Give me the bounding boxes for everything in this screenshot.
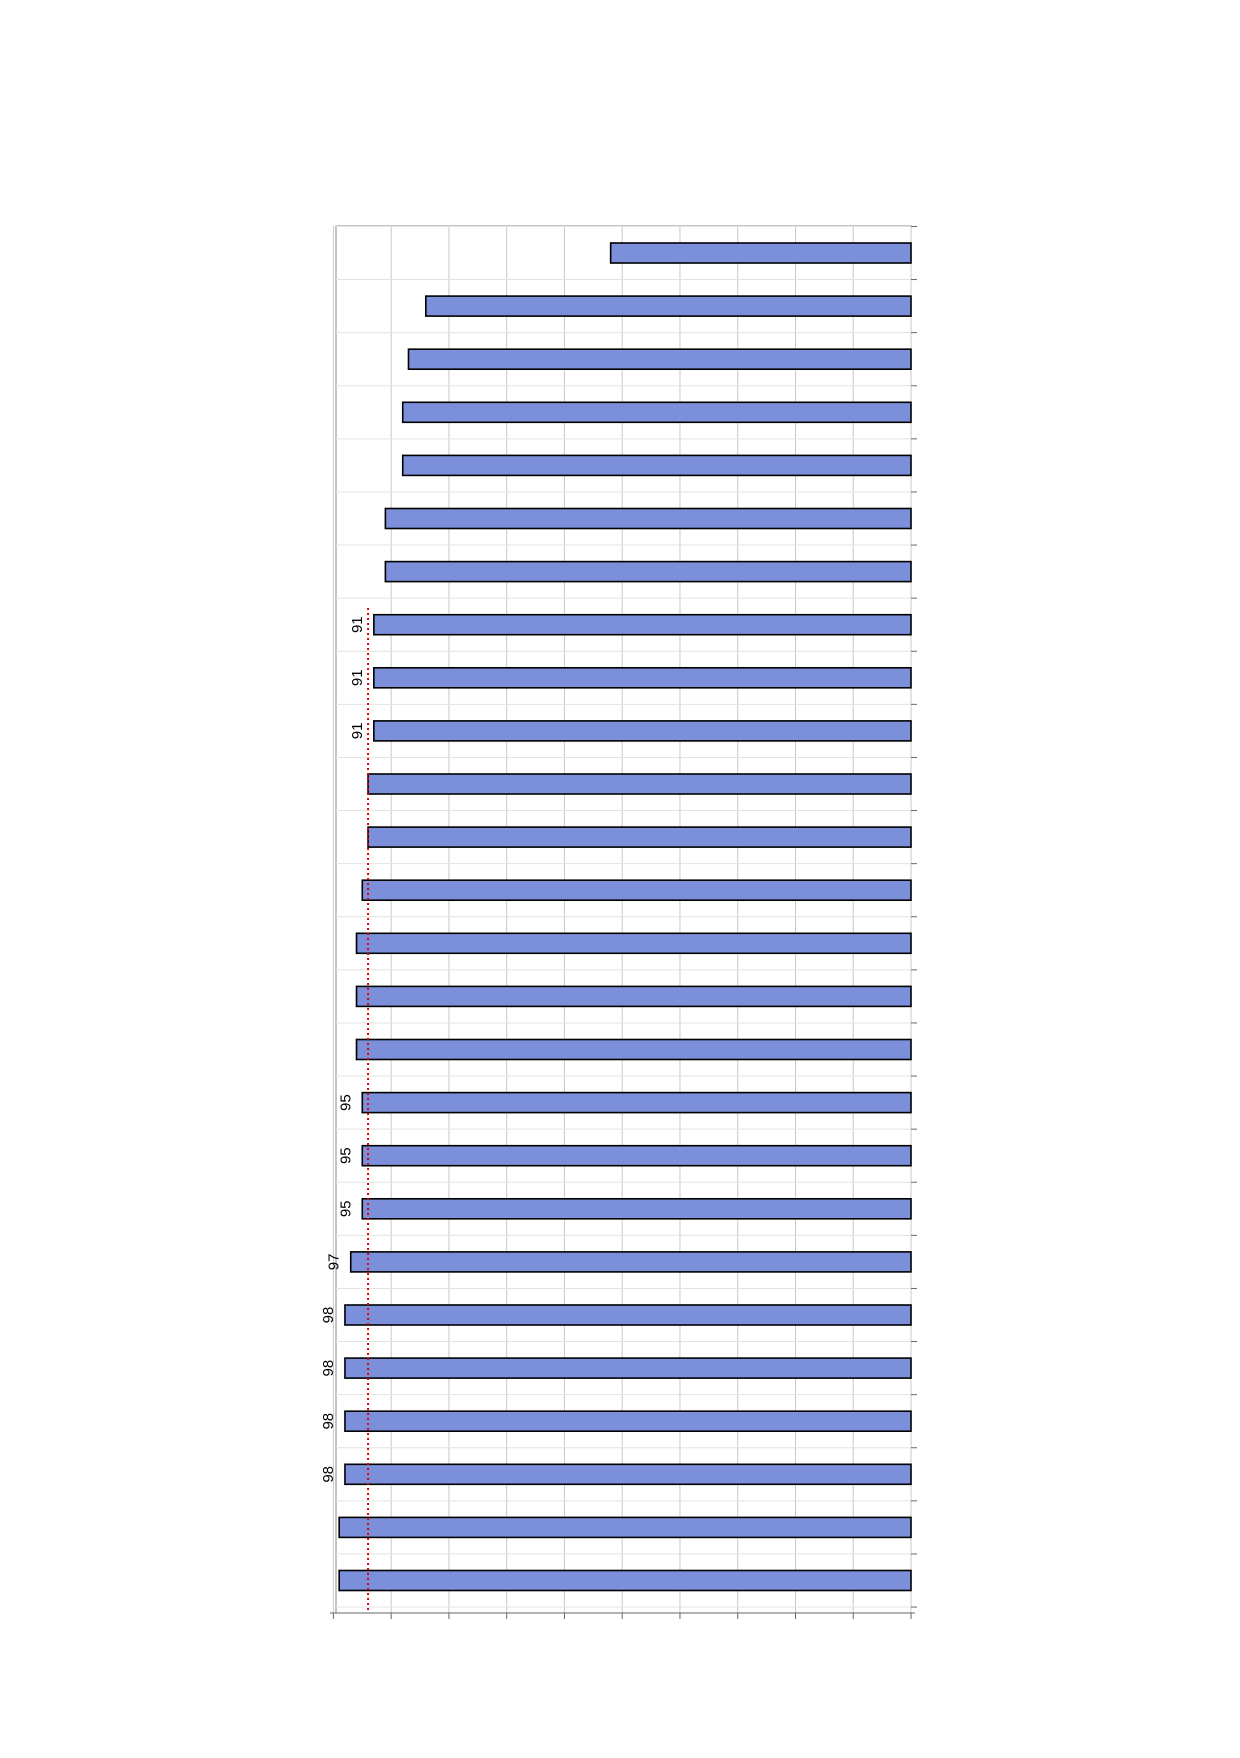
bar xyxy=(357,1040,911,1060)
bar xyxy=(351,1252,911,1272)
bar xyxy=(611,243,911,263)
bar xyxy=(362,1199,911,1219)
bar xyxy=(357,933,911,953)
data-label: 98 xyxy=(319,1412,337,1430)
bar xyxy=(368,774,911,794)
data-label: 98 xyxy=(319,1306,337,1324)
bar xyxy=(426,296,911,316)
bar xyxy=(362,1093,911,1113)
bar xyxy=(403,455,911,475)
bar xyxy=(362,880,911,900)
bar xyxy=(357,986,911,1006)
data-label: 91 xyxy=(348,616,366,634)
data-label: 91 xyxy=(348,669,366,687)
bar xyxy=(345,1358,911,1378)
bar xyxy=(374,721,911,741)
bar xyxy=(374,668,911,688)
bar xyxy=(362,1146,911,1166)
bar xyxy=(368,827,911,847)
bar xyxy=(403,402,911,422)
data-label: 95 xyxy=(337,1094,355,1111)
data-label: 91 xyxy=(348,722,366,740)
plot-area xyxy=(336,226,911,1613)
bar xyxy=(385,562,911,582)
data-label: 97 xyxy=(325,1253,343,1271)
bar xyxy=(374,615,911,635)
data-label: 95 xyxy=(337,1147,355,1165)
bar xyxy=(345,1305,911,1325)
bar xyxy=(339,1571,911,1591)
bar xyxy=(345,1411,911,1431)
bar xyxy=(339,1517,911,1537)
bar xyxy=(385,509,911,529)
bar xyxy=(408,349,911,369)
data-label: 98 xyxy=(319,1465,337,1483)
bar xyxy=(345,1464,911,1484)
data-label: 95 xyxy=(337,1200,355,1218)
data-label: 98 xyxy=(319,1359,337,1377)
